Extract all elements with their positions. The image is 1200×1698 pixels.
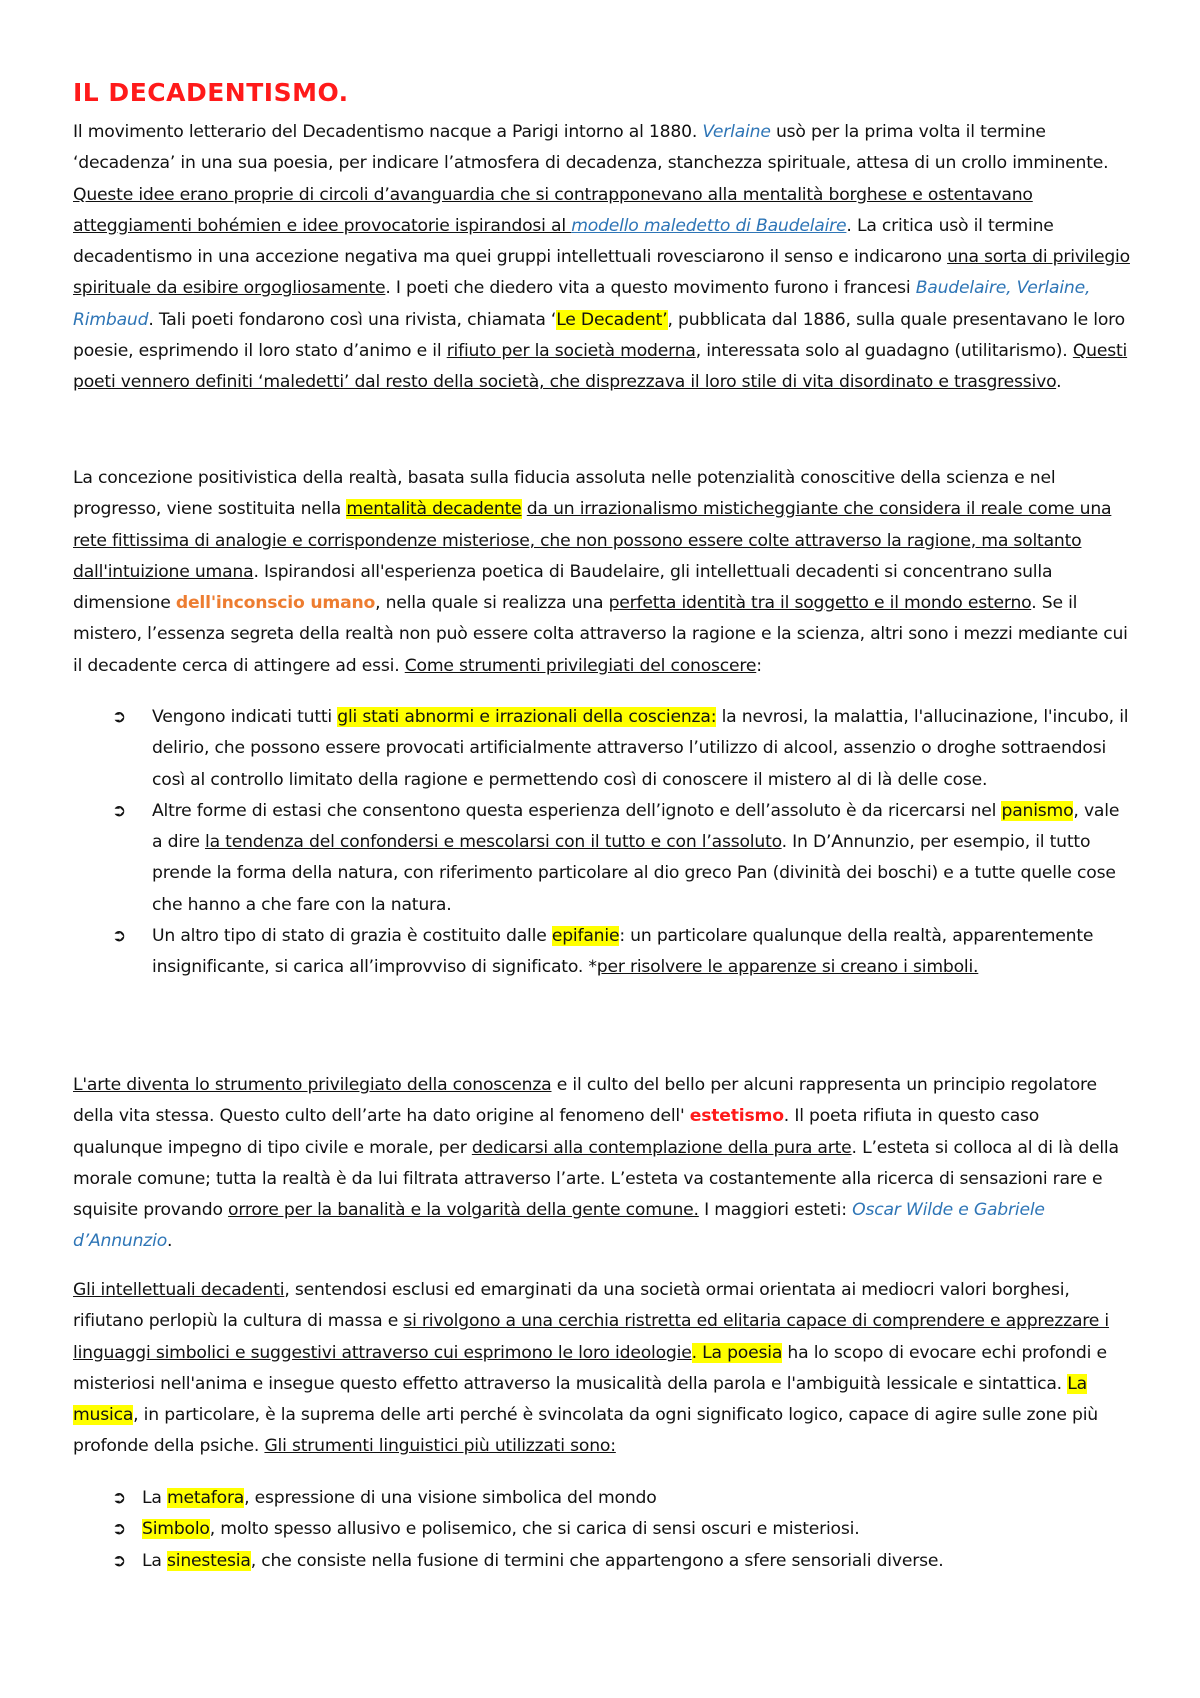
text-run: I maggiori esteti: — [698, 1200, 853, 1221]
text-run: . La critica usò il termine decadentismo in una accezione negativa ma quei gruppi intellettuali rovesciarono il senso e indicarono — [73, 215, 1054, 268]
paragraph-origins — [73, 117, 1133, 399]
text-run: . L’esteta si colloca al di là della morale comune; tutta la realtà è da lui filtrata attraverso l’arte. L’esteta va costantemente alla ricerca di sensazioni rare e squisite provando — [73, 1137, 1119, 1221]
text-run: . Se il mistero, l’essenza segreta della realtà non può essere colta attraverso la ragione e la scienza, altri sono i mezzi mediante cui il decadente cerca di attingere ad essi. — [73, 593, 1128, 676]
text-run: la nevrosi, la malattia, l'allucinazione, l'incubo, il delirio, che possono essere provocati artificialmente attraverso l’utilizzo di alcool, assenzio o droghe sottraendosi così al controllo limitato della ragione e permettendo così di conoscere il mistero al di là delle cose. — [152, 707, 1129, 790]
paragraph-irrationalism — [73, 463, 1133, 682]
text-run: e il culto del bello per alcuni rappresenta un principio regolatore della vita stessa. Questo culto dell’arte ha dato origine al fenomeno dell' — [73, 1075, 1097, 1127]
text-run: , vale a dire — [152, 800, 1120, 853]
paragraph-estetismo — [73, 1070, 1133, 1258]
paragraph-intellectuals — [73, 1275, 1133, 1463]
text-run: , sentendosi esclusi ed emarginati da una società ormai orientata ai mediocri valori borghesi, rifiutano perlopiù la cultura di massa e — [73, 1280, 1070, 1332]
esteti-names: Oscar Wilde e Gabriele d’Annunzio — [73, 1200, 1045, 1252]
name-verlaine: Verlaine — [702, 122, 771, 142]
text-run: Vengono indicati tutti — [152, 707, 338, 727]
text-run: . I poeti che diedero vita a questo movimento furono i francesi — [385, 278, 916, 299]
highlight-dot: . — [691, 1342, 703, 1363]
underlined-text: la tendenza del confondersi e mescolarsi con il tutto e con l’assoluto — [205, 832, 782, 853]
text-run: , molto spesso allusivo e polisemico, che si carica di sensi oscuri e misteriosi. — [209, 1519, 860, 1540]
underlined-text: Gli strumenti linguistici più utilizzati sono: — [264, 1436, 616, 1457]
underlined-text: Gli intellettuali decadenti — [73, 1280, 285, 1300]
arrow-bullet-icon: ➲ — [112, 1488, 127, 1508]
text-run: Altre forme di estasi che consentono questa esperienza dell’ignoto e dell’assoluto è da ricercarsi nel — [152, 800, 1002, 821]
underlined-text: rifiuto per la società moderna — [446, 341, 696, 362]
list-item — [112, 796, 1134, 921]
highlight-mentalita-decadente: mentalità decadente — [346, 499, 522, 520]
highlight-stati-abnormi: gli stati abnormi e irrazionali della coscienza: — [337, 707, 717, 727]
highlight-epifanie: epifanie — [551, 926, 620, 947]
text-run: , interessata solo al guadagno (utilitarismo). — [695, 341, 1073, 362]
text-run: : — [756, 655, 762, 676]
keyword-inconscio: dell'inconscio umano — [175, 593, 376, 614]
text-run: . Tali poeti fondarono così una rivista, chiamata ‘ — [148, 309, 557, 330]
text-run: : un particolare qualunque della realtà, apparentemente insignificante, si carica all’improvviso di significato. * — [152, 926, 1094, 978]
text-run: . Il poeta rifiuta in questo caso qualunque impegno di tipo civile e morale, per — [73, 1106, 1040, 1158]
list-item — [112, 1546, 1134, 1577]
list-item — [112, 1483, 1134, 1514]
text-run: . — [167, 1231, 173, 1252]
highlight-panismo: panismo — [1001, 800, 1074, 821]
text-run: , espressione di una visione simbolica del mondo — [244, 1488, 657, 1508]
underlined-text: si rivolgono a una cerchia ristretta ed elitaria capace di comprendere e apprezzare i linguaggi simbolici e suggestivi attraverso cui esprimono le loro ideologie — [73, 1311, 1109, 1363]
arrow-bullet-icon: ➲ — [112, 707, 127, 727]
highlight-sinestesia: sinestesia — [166, 1550, 251, 1571]
underlined-text: Queste idee erano proprie di circoli d’avanguardia che si contrapponevano alla mentalità borghese e ostentavano atteggiamenti bohémien e idee provocatorie ispirandosi al — [73, 184, 1033, 236]
document-title: IL DECADENTISMO. — [73, 78, 349, 107]
underlined-text: L'arte diventa lo strumento privilegiato della conoscenza — [73, 1075, 552, 1095]
list-item — [112, 1514, 1134, 1545]
poet-names: Baudelaire, Verlaine, Rimbaud — [73, 278, 1091, 330]
arrow-bullet-icon: ➲ — [112, 800, 127, 821]
underlined-text: per risolvere le apparenze si creano i simboli. — [596, 957, 979, 978]
arrow-bullet-icon: ➲ — [112, 926, 127, 947]
text-run: Il movimento letterario del Decadentismo nacque a Parigi intorno al 1880. — [73, 122, 703, 142]
text-run: La concezione positivistica della realtà, basata sulla fiducia assoluta nelle potenzialità conoscitive della scienza e nel progresso, viene sostituita nella — [73, 468, 1056, 520]
highlight-le-decadent: Le Decadent’ — [556, 309, 668, 330]
underlined-text: perfetta identità tra il soggetto e il mondo esterno — [608, 593, 1032, 614]
highlight-la-poesia: La poesia — [702, 1342, 783, 1363]
underlined-text: da un irrazionalismo misticheggiante che considera il reale come una rete fittissima di analogie e corrispondenze misteriose, che non possono essere colte attraverso la ragione, ma soltanto dall'intuizione umana — [73, 499, 1112, 582]
text-run: Un altro tipo di stato di grazia è costituito dalle — [152, 926, 552, 947]
underlined-text: dedicarsi alla contemplazione della pura arte — [471, 1137, 852, 1158]
link-baudelaire-model[interactable]: modello maledetto di Baudelaire — [571, 215, 847, 236]
underlined-text: una sorta di privilegio spirituale da esibire orgogliosamente — [73, 247, 1130, 299]
list-item — [112, 702, 1134, 796]
text-run: , in particolare, è la suprema delle arti perché è svincolata da ogni significato logico, capace di agire sulle zone più profonde della psiche. — [73, 1405, 1098, 1457]
linguistic-tools-list — [112, 1483, 1134, 1577]
knowledge-tools-list — [112, 702, 1134, 984]
arrow-bullet-icon: ➲ — [112, 1550, 127, 1571]
highlight-la-musica: La musica — [73, 1373, 1087, 1426]
highlight-simbolo: Simbolo — [142, 1519, 210, 1540]
text-run: La — [142, 1488, 167, 1508]
underlined-text: Come strumenti privilegiati del conoscere — [404, 655, 757, 676]
text-run: , nella quale si realizza una — [375, 593, 609, 614]
keyword-estetismo: estetismo — [689, 1106, 784, 1127]
text-run: La — [142, 1550, 167, 1571]
underlined-text: Questi poeti vennero definiti ‘maledetti’ dal resto della società, che disprezzava il loro stile di vita disordinato e trasgressivo — [73, 341, 1128, 393]
list-item — [112, 921, 1134, 984]
highlight-metafora: metafora — [166, 1488, 245, 1508]
text-run: ha lo scopo di evocare echi profondi e misteriosi nell'anima e insegue questo effetto attraverso la musicalità della parola e l'ambiguità lessicale e sintattica. — [73, 1342, 1107, 1394]
text-run: , che consiste nella fusione di termini che appartengono a sfere sensoriali diverse. — [250, 1550, 944, 1571]
text-run: . Ispirandosi all'esperienza poetica di Baudelaire, gli intellettuali decadenti si concentrano sulla dimensione — [73, 561, 1053, 614]
text-run: usò per la prima volta il termine ‘decadenza’ in una sua poesia, per indicare l’atmosfera di decadenza, stanchezza spirituale, attesa di un crollo imminente. — [73, 122, 1109, 174]
arrow-bullet-icon: ➲ — [112, 1519, 127, 1540]
underlined-text: orrore per la banalità e la volgarità della gente comune. — [228, 1200, 699, 1221]
text-run: . In D’Annunzio, per esempio, il tutto prende la forma della natura, con riferimento particolare al dio greco Pan (divinità dei boschi) e a tutte quelle cose che hanno a che fare con la natura. — [152, 832, 1116, 915]
text-run: . — [1056, 372, 1062, 393]
text-run: , pubblicata dal 1886, sulla quale presentavano le loro poesie, esprimendo il loro stato d’animo e il — [73, 309, 1125, 362]
